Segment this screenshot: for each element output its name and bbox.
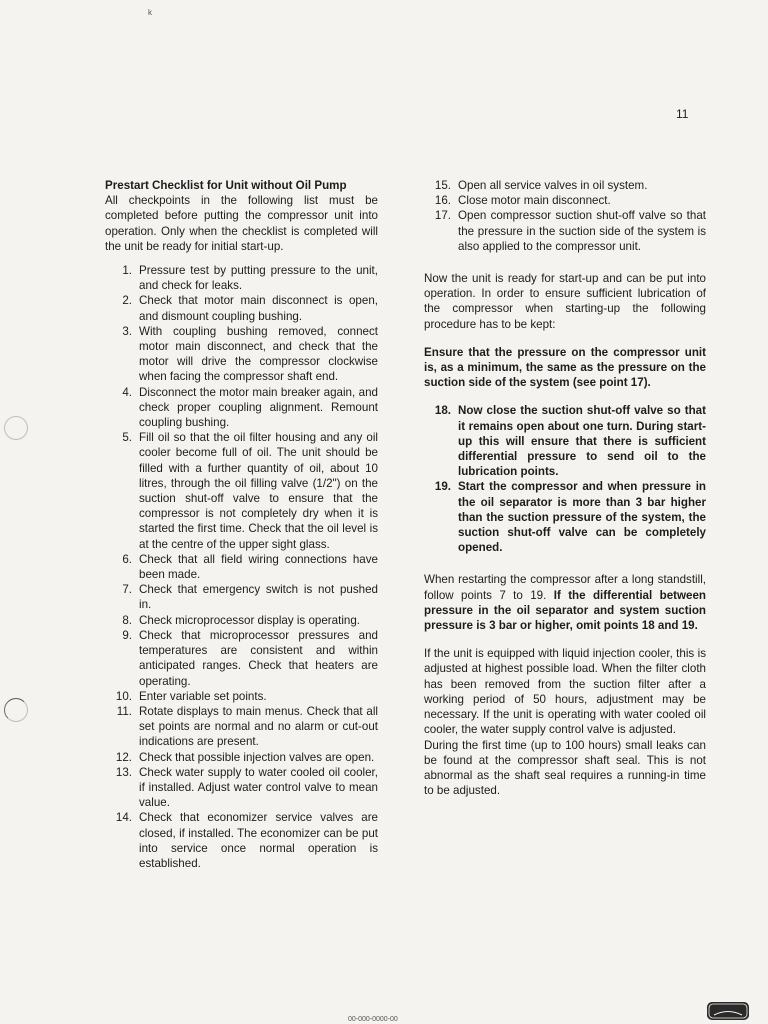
gram-logo-icon <box>706 1000 750 1022</box>
list-item <box>424 403 706 479</box>
list-item <box>105 293 378 323</box>
list-item <box>105 810 378 871</box>
step-19 <box>424 479 706 555</box>
injection-paragraph: If the unit is equipped with liquid injection cooler, this is adjusted at highest possible load. When the filter cloth has been removed from the suction filter after a working period of 50 hours, adjustment may be necessary. If the unit is operating with water cooled oil cooler, the water supply control valve is adjusted. <box>424 647 706 737</box>
item-number: 15. <box>434 179 451 192</box>
intro-paragraph: All checkpoints in the following list must be completed before putting the compressor unit into operation. Only when the checklist is completed will the unit be ready for initial start-up. <box>105 194 378 253</box>
item-text: Pressure test by putting pressure to the unit, and check for leaks. <box>139 264 378 293</box>
list-item <box>105 263 378 293</box>
list-item <box>105 552 378 582</box>
item-text: Fill oil so that the oil filter housing and any oil cooler become full of oil. The unit should be filled with a further quantity of oil, about 10 litres, through the oil filling valve (1/2") on the suction shut-off valve to ensure that the compressor is not completely dry when it is started the first time. Check that the oil level is at the centre of the upper sight glass. <box>139 431 378 551</box>
item-text: Check that economizer service valves are closed, if installed. The economizer can be put into service once normal operation is established. <box>139 811 378 870</box>
item-text: Open all service valves in oil system. <box>458 179 648 192</box>
list-item <box>105 385 378 431</box>
list-item <box>105 689 378 704</box>
item-number: 16. <box>434 194 451 208</box>
item-number: 12. <box>115 750 132 764</box>
item-number: 5. <box>122 431 132 445</box>
item-number: 13. <box>115 765 132 779</box>
item-number: 7. <box>122 583 132 597</box>
ensure-pressure-paragraph: Ensure that the pressure on the compressor unit is, as a minimum, the same as the pressure on the suction side of the system (see point 17). <box>424 345 706 390</box>
ready-paragraph: Now the unit is ready for start-up and can be put into operation. In order to ensure sufficient lubrication of the compressor when starting-up the following procedure has to be kept: <box>424 272 706 331</box>
right-column <box>424 178 706 811</box>
list-item <box>424 193 706 208</box>
item-number: 11. <box>116 704 132 718</box>
restart-paragraph <box>424 572 706 633</box>
item-text: Disconnect the motor main breaker again, and check proper coupling alignment. Remount coupling bushing. <box>139 385 378 430</box>
item-text: With coupling bushing removed, connect motor main disconnect, and check that the motor will drive the compressor clockwise when facing the compressor shaft end. <box>139 324 378 384</box>
page-number: 11 <box>676 107 689 121</box>
list-item <box>105 704 378 750</box>
left-column <box>105 178 378 871</box>
document-code: 00-000-0000-00 <box>348 1016 398 1023</box>
list-item <box>105 430 378 552</box>
item-text: Check that motor main disconnect is open, and dismount coupling bushing. <box>139 294 378 323</box>
item-text: Check that emergency switch is not pushed in. <box>139 583 378 612</box>
checklist-items-continued <box>424 178 706 254</box>
item-text: Check that all field wiring connections have been made. <box>139 552 378 582</box>
list-item <box>105 628 378 689</box>
step-18 <box>424 403 706 479</box>
checklist-items <box>105 263 378 871</box>
item-text: Open compressor suction shut-off valve so that the pressure in the suction side of the system is also applied to the compressor unit. <box>458 209 706 253</box>
list-item <box>105 613 378 628</box>
item-number: 9. <box>122 628 132 642</box>
item-text: Check that microprocessor pressures and temperatures are consistent and within anticipated ranges. Check that heaters are operating. <box>139 628 378 688</box>
item-number: 3. <box>122 324 132 338</box>
item-number: 10. <box>115 689 132 703</box>
item-number: 19. <box>434 480 451 494</box>
item-text: Close motor main disconnect. <box>458 194 611 208</box>
list-item <box>105 324 378 385</box>
section-heading: Prestart Checklist for Unit without Oil Pump <box>105 179 347 192</box>
item-text: Now close the suction shut-off valve so that it remains open about one turn. During start-up this will ensure that there is sufficient differential pressure to send oil to the lubrication points. <box>458 404 706 479</box>
item-text: Enter variable set points. <box>139 689 267 703</box>
leaks-paragraph: During the first time (up to 100 hours) small leaks can be found at the compressor shaft seal. This is not abnormal as the shaft seal requires a running-in time to be adjusted. <box>424 738 706 798</box>
item-number: 4. <box>122 385 132 399</box>
item-text: Check microprocessor display is operating. <box>139 613 361 627</box>
item-number: 18. <box>434 404 451 418</box>
list-item <box>105 582 378 612</box>
scan-speck: k <box>148 8 152 17</box>
restart-text: When restarting the compressor after a long standstill, follow points 7 to 19. <box>424 573 706 602</box>
item-text: Rotate displays to main menus. Check that all set points are normal and no alarm or cut-out indications are present. <box>139 704 378 749</box>
item-number: 6. <box>122 552 132 566</box>
item-number: 17. <box>434 209 451 223</box>
item-text: Start the compressor and when pressure in the oil separator is more than 3 bar higher than the suction pressure of the system, the suction shut-off valve can be completely opened. <box>458 480 706 555</box>
binder-hole-top <box>4 416 28 440</box>
item-text: Check that possible injection valves are open. <box>139 750 375 764</box>
item-number: 1. <box>122 264 132 278</box>
list-item <box>424 178 706 193</box>
list-item <box>105 765 378 811</box>
list-item <box>105 750 378 765</box>
binder-hole-middle <box>4 698 28 722</box>
item-number: 2. <box>122 294 132 308</box>
item-text: Check water supply to water cooled oil cooler, if installed. Adjust water control valve to mean value. <box>139 765 378 810</box>
list-item <box>424 479 706 555</box>
item-number: 8. <box>122 613 132 627</box>
list-item <box>424 208 706 254</box>
restart-bold-text: If the differential between pressure in the oil separator and system suction pressure is 3 bar or higher, omit points 18 and 19. <box>424 588 706 633</box>
item-number: 14. <box>115 811 132 825</box>
